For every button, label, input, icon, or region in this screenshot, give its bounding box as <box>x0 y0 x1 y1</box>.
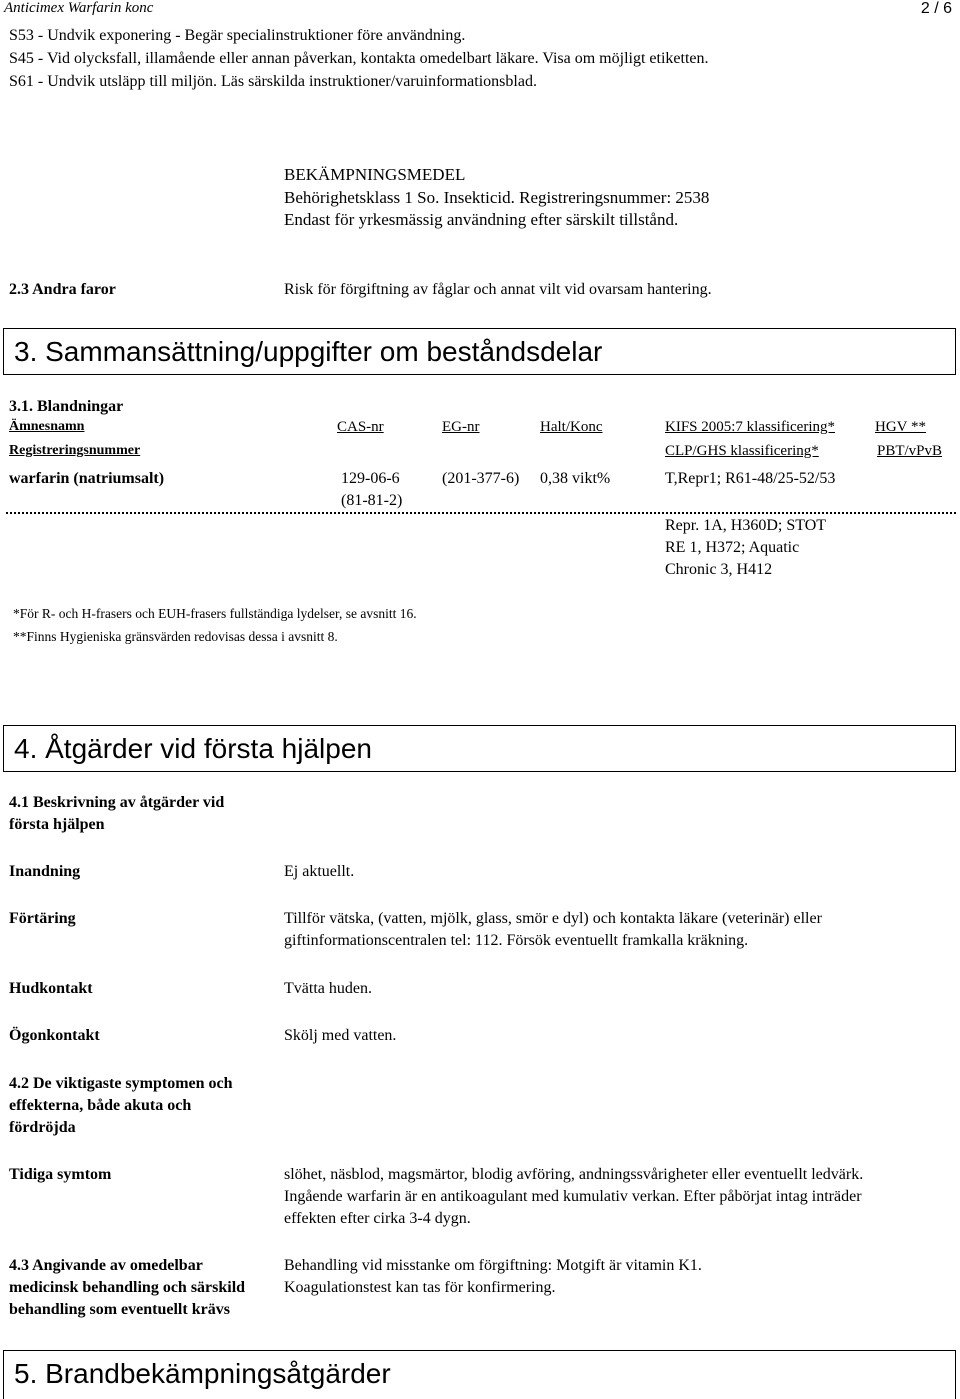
first-aid-text-eye: Skölj med vatten. <box>284 1027 397 1044</box>
subsection-4-2-line: 4.2 De viktigaste symptomen och <box>9 1075 233 1092</box>
footnote: *För R- och H-frasers och EUH-frasers fullständiga lydelser, se avsnitt 16. <box>13 606 417 621</box>
col-header-kifs: KIFS 2005:7 klassificering* <box>665 419 835 435</box>
pesticide-line: Behörighetsklass 1 So. Insekticid. Registreringsnummer: 2538 <box>284 188 710 207</box>
first-aid-label-skin: Hudkontakt <box>9 980 93 997</box>
first-aid-text-ingestion: Tillför vätska, (vatten, mjölk, glass, smör e dyl) och kontakta läkare (veterinär) eller <box>284 910 822 927</box>
s-phrase: S53 - Undvik exponering - Begär specialinstruktioner före användning. <box>9 27 466 44</box>
subsection-4-1-line: första hjälpen <box>9 816 105 833</box>
footnote: **Finns Hygieniska gränsvärden redovisas dessa i avsnitt 8. <box>13 629 338 644</box>
other-hazards-label: 2.3 Andra faror <box>9 281 116 298</box>
col-header-clp: CLP/GHS klassificering* <box>665 443 819 459</box>
col-header-hgv: HGV ** <box>875 419 926 435</box>
pesticide-heading: BEKÄMPNINGSMEDEL <box>284 165 466 184</box>
first-aid-label-ingestion: Förtäring <box>9 910 76 927</box>
col-header-halt: Halt/Konc <box>540 419 603 435</box>
eg-number: (201-377-6) <box>442 470 520 487</box>
page-number: 2 / 6 <box>920 0 952 17</box>
subsection-4-1-line: 4.1 Beskrivning av åtgärder vid <box>9 794 225 811</box>
row-divider <box>6 512 956 514</box>
col-header-eg: EG-nr <box>442 419 480 435</box>
page-header <box>0 0 960 18</box>
subsection-4-3-line: behandling som eventuellt krävs <box>9 1301 230 1318</box>
col-header-cas: CAS-nr <box>337 419 384 435</box>
col-header-pbt: PBT/vPvB <box>877 443 943 459</box>
treatment-text: Koagulationstest kan tas för konfirmering. <box>284 1279 556 1296</box>
section-3-header <box>3 328 956 375</box>
kifs-classification: T,Repr1; R61-48/25-52/53 <box>665 470 836 487</box>
first-aid-text-inhalation: Ej aktuellt. <box>284 863 355 880</box>
section-4-header <box>3 725 956 772</box>
cas-number-alt: (81-81-2) <box>341 492 403 509</box>
section-5-title: 5. Brandbekämpningsåtgärder <box>14 1358 391 1389</box>
section-3-subtitle: 3.1. Blandningar <box>9 398 124 415</box>
col-header-regnr: Registreringsnummer <box>9 443 141 458</box>
s-phrase: S45 - Vid olycksfall, illamående eller annan påverkan, kontakta omedelbart läkare. Visa om möjligt etiketten. <box>9 50 709 67</box>
early-symptoms-label: Tidiga symtom <box>9 1166 112 1183</box>
clp-classification-line: Repr. 1A, H360D; STOT <box>665 517 827 534</box>
early-symptoms-text: slöhet, näsblod, magsmärtor, blodig avföring, andningssvårigheter eller eventuellt ledvärk. <box>284 1166 864 1183</box>
first-aid-label-inhalation: Inandning <box>9 863 81 880</box>
substance-name: warfarin (natriumsalt) <box>9 470 165 487</box>
early-symptoms-text: Ingående warfarin är en antikoagulant med kumulativ verkan. Efter påbörjat intag inträder <box>284 1188 862 1205</box>
first-aid-text-skin: Tvätta huden. <box>284 980 372 997</box>
subsection-4-2-line: effekterna, både akuta och <box>9 1097 192 1114</box>
subsection-4-3-line: 4.3 Angivande av omedelbar <box>9 1257 203 1274</box>
section-3-title: 3. Sammansättning/uppgifter om beståndsdelar <box>14 336 603 367</box>
clp-classification-line: RE 1, H372; Aquatic <box>665 539 800 556</box>
col-header-name: Ämnesnamn <box>9 419 85 434</box>
clp-classification-line: Chronic 3, H412 <box>665 561 773 578</box>
document-title: Anticimex Warfarin konc <box>4 0 154 16</box>
pesticide-line: Endast för yrkesmässig användning efter särskilt tillstånd. <box>284 210 679 229</box>
early-symptoms-text: effekten efter cirka 3-4 dygn. <box>284 1210 471 1227</box>
section-4-title: 4. Åtgärder vid första hjälpen <box>14 733 372 764</box>
subsection-4-3-line: medicinsk behandling och särskild <box>9 1279 246 1296</box>
first-aid-text-ingestion: giftinformationscentralen tel: 112. Försök eventuellt framkalla kräkning. <box>284 932 749 949</box>
cas-number: 129-06-6 <box>341 470 400 487</box>
first-aid-label-eye: Ögonkontakt <box>9 1027 100 1044</box>
section-5-header <box>3 1350 956 1399</box>
concentration: 0,38 vikt% <box>540 470 611 487</box>
treatment-text: Behandling vid misstanke om förgiftning: Motgift är vitamin K1. <box>284 1257 702 1274</box>
other-hazards-text: Risk för förgiftning av fåglar och annat vilt vid ovarsam hantering. <box>284 281 712 298</box>
subsection-4-2-line: fördröjda <box>9 1119 76 1136</box>
s-phrase: S61 - Undvik utsläpp till miljön. Läs särskilda instruktioner/varuinformationsblad. <box>9 73 537 90</box>
